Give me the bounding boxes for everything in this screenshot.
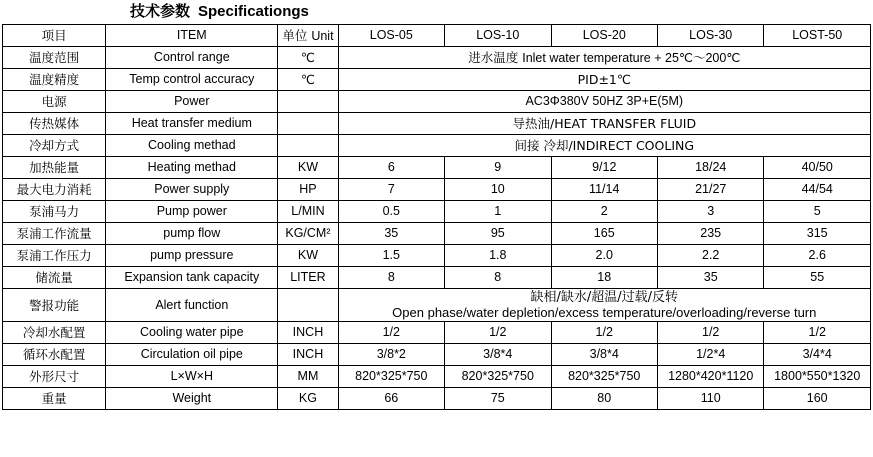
row-label-en: Heat transfer medium [106,113,278,135]
row-unit: ℃ [278,69,338,91]
page-title-cn: 技术参数 [130,2,191,20]
row-label-cn: 最大电力消耗 [3,179,106,201]
row-label-cn: 警报功能 [3,289,106,322]
row-value: 1/2 [551,322,657,344]
row-value: 1280*420*1120 [657,366,763,388]
row-value: 1.8 [445,245,551,267]
row-unit: LITER [278,267,338,289]
header-unit-cn: 单位 [282,27,308,43]
row-value: 75 [445,388,551,410]
row-value: 35 [657,267,763,289]
row-value: 235 [657,223,763,245]
row-unit: ℃ [278,47,338,69]
row-label-en: Circulation oil pipe [106,344,278,366]
row-value: 820*325*750 [551,366,657,388]
row-value: 7 [338,179,444,201]
row-value: 66 [338,388,444,410]
row-label-cn: 传热媒体 [3,113,106,135]
row-unit: KW [278,157,338,179]
row-unit: HP [278,179,338,201]
row-value: 160 [764,388,871,410]
row-value: 8 [445,267,551,289]
row-span-value: AC3Φ380V 50HZ 3P+E(5M) [338,91,870,113]
header-model-2: LOS-20 [551,25,657,47]
row-value: 21/27 [657,179,763,201]
row-value: 2.6 [764,245,871,267]
row-label-cn: 外形尺寸 [3,366,106,388]
table-row [3,267,871,289]
table-row [3,223,871,245]
row-value: 6 [338,157,444,179]
row-value: 2 [551,201,657,223]
row-value: 44/54 [764,179,871,201]
row-label-en: Control range [106,47,278,69]
table-row [3,157,871,179]
row-label-cn: 泵浦工作压力 [3,245,106,267]
row-label-cn: 冷却水配置 [3,322,106,344]
table-row [3,135,871,157]
row-span-value [338,47,870,69]
row-unit [278,135,338,157]
row-unit [278,289,338,322]
row-value: 1/2 [657,322,763,344]
row-value: 9 [445,157,551,179]
row-value: 80 [551,388,657,410]
row-value: 1.5 [338,245,444,267]
row-value: 10 [445,179,551,201]
row-value: 3/8*4 [445,344,551,366]
row-value: 315 [764,223,871,245]
row-label-en: Expansion tank capacity [106,267,278,289]
table-row [3,245,871,267]
row-value: 1800*550*1320 [764,366,871,388]
header-model-0: LOS-05 [338,25,444,47]
table-row [3,113,871,135]
header-unit-en: Unit [311,28,334,43]
table-row [3,366,871,388]
row-label-en: pump flow [106,223,278,245]
row-unit [278,91,338,113]
row-value: 8 [338,267,444,289]
row-span-cn: 进水温度 [468,49,519,65]
specifications-table [2,24,871,410]
row-label-en: Cooling water pipe [106,322,278,344]
table-row [3,47,871,69]
row-value: 95 [445,223,551,245]
row-label-cn: 储流量 [3,267,106,289]
alert-function-en: Open phase/water depletion/excess temperature/overloading/reverse turn [392,305,817,320]
table-row [3,201,871,223]
row-label-cn: 电源 [3,91,106,113]
table-row [3,289,871,322]
row-label-cn: 温度范围 [3,47,106,69]
row-value: 1/2 [445,322,551,344]
row-value: 2.0 [551,245,657,267]
table-row [3,344,871,366]
table-row [3,91,871,113]
table-row [3,69,871,91]
row-value: 820*325*750 [338,366,444,388]
row-unit: KG [278,388,338,410]
row-value: 1 [445,201,551,223]
row-value: 1/2 [764,322,871,344]
row-label-en: Weight [106,388,278,410]
row-unit [278,113,338,135]
row-label-en: Cooling methad [106,135,278,157]
row-value: 5 [764,201,871,223]
row-unit: L/MIN [278,201,338,223]
row-value: 9/12 [551,157,657,179]
row-unit: INCH [278,344,338,366]
header-model-1: LOS-10 [445,25,551,47]
row-label-cn: 重量 [3,388,106,410]
row-value: 55 [764,267,871,289]
table-row [3,179,871,201]
row-value: 3/8*4 [551,344,657,366]
header-model-3: LOS-30 [657,25,763,47]
row-value: 1/2 [338,322,444,344]
alert-function-cn: 缺相/缺水/超温/过载/反转 [530,290,679,305]
row-label-cn: 泵浦马力 [3,201,106,223]
page-title [0,0,873,24]
table-header-row [3,25,871,47]
row-value: 820*325*750 [445,366,551,388]
row-span-en: Inlet water temperature + 25℃～200℃ [522,50,741,65]
row-label-en: L×W×H [106,366,278,388]
row-value: 2.2 [657,245,763,267]
row-value: 18 [551,267,657,289]
row-label-cn: 温度精度 [3,69,106,91]
row-label-cn: 加热能量 [3,157,106,179]
row-label-en: pump pressure [106,245,278,267]
row-unit: MM [278,366,338,388]
row-value: 11/14 [551,179,657,201]
row-label-en: Temp control accuracy [106,69,278,91]
row-span-value: 导热油/HEAT TRANSFER FLUID [338,113,870,135]
table-row [3,388,871,410]
row-label-en: Alert function [106,289,278,322]
row-value: 3/8*2 [338,344,444,366]
row-value: 1/2*4 [657,344,763,366]
row-label-cn: 泵浦工作流量 [3,223,106,245]
row-label-en: Power supply [106,179,278,201]
header-item-en: ITEM [106,25,278,47]
header-unit [278,25,338,47]
header-model-4: LOST-50 [764,25,871,47]
row-unit: INCH [278,322,338,344]
row-label-en: Heating methad [106,157,278,179]
row-label-cn: 冷却方式 [3,135,106,157]
row-label-cn: 循环水配置 [3,344,106,366]
header-item-cn: 项目 [3,25,106,47]
row-value: 18/24 [657,157,763,179]
row-value: 165 [551,223,657,245]
row-value: 40/50 [764,157,871,179]
row-unit: KW [278,245,338,267]
row-span-value: PID±1℃ [338,69,870,91]
row-value: 3/4*4 [764,344,871,366]
page-title-en: Specificationgs [198,3,309,20]
row-label-en: Pump power [106,201,278,223]
row-label-en: Power [106,91,278,113]
row-value: 110 [657,388,763,410]
row-span-value: 间接 冷却/INDIRECT COOLING [338,135,870,157]
row-value: 35 [338,223,444,245]
row-span-value [338,289,870,322]
row-value: 3 [657,201,763,223]
row-value: 0.5 [338,201,444,223]
row-unit: KG/CM² [278,223,338,245]
table-row [3,322,871,344]
